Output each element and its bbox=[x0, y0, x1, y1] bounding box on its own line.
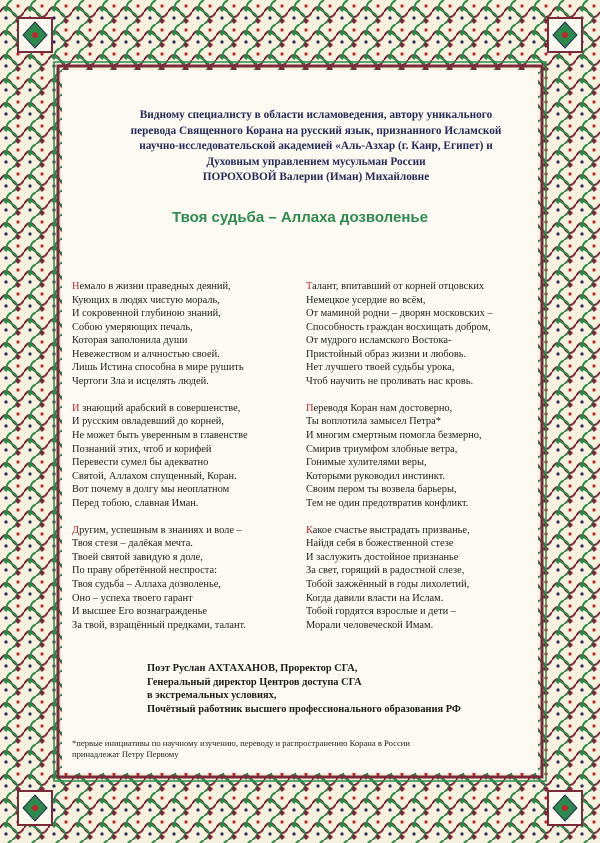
stanza bbox=[306, 280, 493, 388]
poem-line: Твоя судьба – Аллаха дозволенье, bbox=[72, 579, 221, 591]
poem-line: И сокровенной глубиною знаний, bbox=[72, 308, 221, 320]
stanza-first-line bbox=[306, 524, 493, 538]
poem-line: За свет, горящий в радостной слезе, bbox=[306, 565, 465, 577]
stanza bbox=[72, 402, 248, 510]
poem-line: Нет лучшего твоей судьбы урока, bbox=[306, 362, 455, 374]
author-line: Поэт Руслан АХТАХАНОВ, Проректор СГА, bbox=[147, 663, 358, 674]
dedication-line: научно-исследовательской академией «Аль-Азхар (г. Каир, Египет) и bbox=[139, 140, 493, 152]
poem-line: Чтоб научить не проливать нас кровь. bbox=[306, 375, 474, 387]
poem-column-left bbox=[72, 280, 248, 646]
poem-line: По праву обретённой неспроста: bbox=[72, 565, 217, 577]
poem-line: От маминой родни – дворян московских – bbox=[306, 308, 493, 320]
poem-line: ереводя Коран нам достоверно, bbox=[313, 402, 453, 414]
stanza-first-line bbox=[72, 402, 248, 416]
poem-line: Оно – успеха твоего гарант bbox=[72, 592, 193, 604]
poem-line: Чертоги Зла и исцелять людей. bbox=[72, 375, 209, 387]
poem-line: Когда давили власти на Ислам. bbox=[306, 592, 444, 604]
stanza-first-line bbox=[72, 280, 248, 294]
poem-line: И русским овладевший до корней, bbox=[72, 416, 224, 428]
stanza bbox=[306, 524, 493, 632]
poem-line: Найдя себя в божественной стезе bbox=[306, 538, 454, 550]
poem-line: И многим смертным помогла безмерно, bbox=[306, 430, 482, 442]
poem-line: Ты воплотила замысел Петра* bbox=[306, 416, 441, 428]
poem-line: Тем не один предотвратив конфликт. bbox=[306, 497, 469, 509]
author-signature bbox=[147, 662, 461, 716]
poem-line: Твоей святой завидую я доле, bbox=[72, 551, 203, 563]
poem-line: Познаний этих, чтоб и корифей bbox=[72, 443, 212, 455]
stanza bbox=[72, 524, 248, 632]
poem-line: Твоя стезя – далёкая мечта. bbox=[72, 538, 193, 550]
poem-line: Перед тобою, славная Иман. bbox=[72, 497, 199, 509]
drop-cap: Н bbox=[72, 281, 80, 292]
drop-cap: П bbox=[306, 402, 314, 414]
poem-line: Которыми руководил инстинкт. bbox=[306, 470, 445, 482]
poem-title: Твоя судьба – Аллаха дозволенье bbox=[172, 209, 428, 226]
footnote bbox=[72, 738, 410, 760]
stanza bbox=[306, 402, 493, 510]
poem-line: Кующих в людях чистую мораль, bbox=[72, 294, 220, 306]
poem-line: акое счастье выстрадать призванье, bbox=[312, 524, 470, 536]
dedication-line: Духовным управлением мусульман России bbox=[206, 155, 426, 168]
stanza-first-line bbox=[306, 280, 493, 294]
poem-line: И высшее Его вознагражденье bbox=[72, 606, 207, 618]
poem-line: Которая заполонила души bbox=[72, 335, 188, 347]
poem-line: Морали человеческой Имам. bbox=[306, 619, 434, 631]
author-line: Генеральный директор Центров доступа СГА bbox=[147, 676, 362, 688]
stanza bbox=[72, 280, 248, 388]
poem-line: За твой, взращённый предками, талант. bbox=[72, 619, 246, 631]
poem-line: Вот почему в долгу мы неоплатном bbox=[72, 484, 230, 496]
poem-line: Перевести сумел бы адекватно bbox=[72, 457, 209, 469]
author-line: в экстремальных условиях, bbox=[147, 690, 277, 702]
poem-line: Смирив триумфом злобные ветра, bbox=[306, 443, 458, 455]
dedication-line: Видному специалисту в области исламоведения, автору уникального bbox=[139, 109, 493, 121]
poem-line: Тобой зажжённый в годы лихолетий, bbox=[306, 579, 470, 591]
poem-line: Своим пером ты возвела барьеры, bbox=[306, 484, 457, 496]
poem-line: Невежеством и алчностью своей. bbox=[72, 348, 220, 360]
dedication-line: ПОРОХОВОЙ Валерии (Иман) Михайловне bbox=[202, 171, 430, 183]
poem-line: Пристойный образ жизни и любовь. bbox=[306, 348, 467, 360]
poem-line: Лишь Истина способна в мире рушить bbox=[72, 362, 244, 374]
dedication-block bbox=[92, 108, 540, 186]
poem-line: Не может быть уверенным в главенстве bbox=[72, 430, 248, 442]
drop-cap: И bbox=[72, 402, 80, 414]
dedication-line: перевода Священного Корана на русский язык, признанного Исламской bbox=[130, 124, 502, 137]
poem-line: Способность граждан восхищать добром, bbox=[306, 321, 491, 333]
poem-line: Немецкое усердие во всём, bbox=[306, 294, 426, 306]
footnote-line: принадлежат Петру Первому bbox=[72, 749, 179, 759]
poem-line: ругим, успешным в знаниях и воле – bbox=[79, 524, 242, 536]
poem-line: знающий арабский в совершенстве, bbox=[79, 402, 241, 414]
poem-line: Собою умеряющих печаль, bbox=[72, 321, 193, 333]
poem-line: И заслужить достойное признанье bbox=[306, 551, 459, 563]
drop-cap: Д bbox=[72, 524, 80, 536]
drop-cap: К bbox=[306, 524, 313, 536]
poem-line: Гонимые хулителями веры, bbox=[306, 457, 427, 469]
drop-cap: Т bbox=[306, 281, 313, 292]
footnote-line: *первые инициативы по научному изучению, переводу и распространению Корана в России bbox=[72, 738, 410, 748]
author-line: Почётный работник высшего профессионального образования РФ bbox=[147, 703, 461, 715]
poem-line: емало в жизни праведных деяний, bbox=[79, 281, 231, 292]
poem-column-right bbox=[306, 280, 493, 646]
poem-line: алант, впитавший от корней отцовских bbox=[312, 281, 485, 292]
stanza-first-line bbox=[306, 402, 493, 416]
poem-line: Святой, Аллахом спущенный, Коран. bbox=[72, 470, 237, 482]
poem-line: От мудрого исламского Востока- bbox=[306, 335, 452, 347]
stanza-first-line bbox=[72, 524, 248, 538]
poem-line: Тобой гордятся взрослые и дети – bbox=[306, 606, 456, 618]
